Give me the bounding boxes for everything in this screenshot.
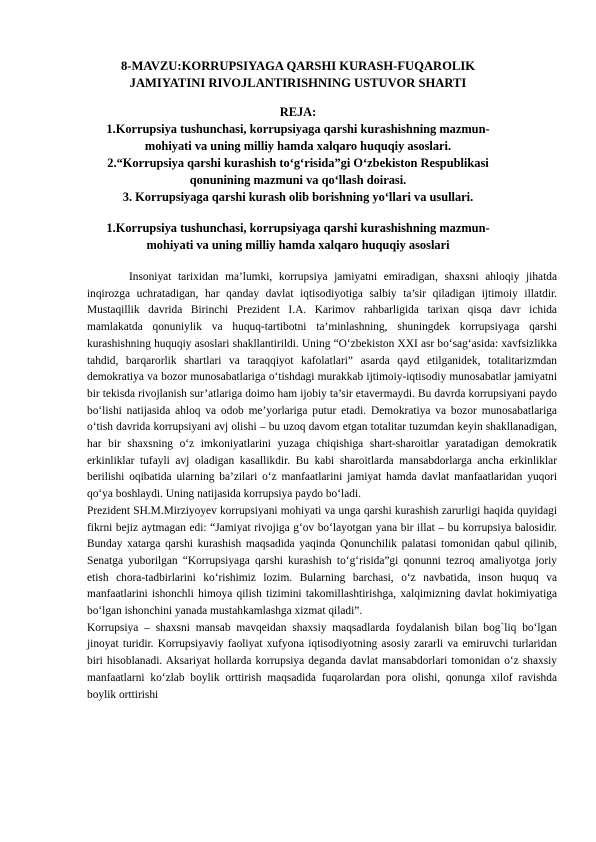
plan-item-line: 3. Korrupsiyaga qarshi kurash olib borishning yo‘llari va usullari. [122,190,474,204]
body-text [87,269,557,703]
section-heading-line-2: mohiyati va uning milliy hamda xalqaro huquqiy asoslari [146,238,450,252]
plan-item-line: 1.Korrupsiya tushunchasi, korrupsiyaga qarshi kurashishning mazmun- [106,122,490,136]
section-heading-line-1: 1.Korrupsiya tushunchasi, korrupsiyaga qarshi kurashishning mazmun- [106,221,490,235]
plan-item-line: qonunining mazmuni va qo‘llash doirasi. [189,173,407,187]
paragraph: Korrupsiya – shaxsni mansab mavqeidan shaxsiy maqsadlarda foydalanish bilan bog`liq bo‘lgan jinoyat turidir. Korrupsiyaviy faoliyat xufyona iqtisodiyotning asosiy zararli va emiruvchi turlaridan biri hisoblanadi. Aksariyat hollarda korrupsiya deganda davlat mansabdorlari tomonidan o‘z shaxsiy manfaatlarni ko‘zlab boylik orttirish maqsadida fuqarolardan pora olishi, qonunga xilof ravishda boylik orttirishi [87,621,557,701]
topic-title-line-1: 8-MAVZU:KORRUPSIYAGA QARSHI KURASH-FUQAROLIK [120,59,476,73]
paragraph: Prezident SH.M.Mirziyoyev korrupsiyani mohiyati va unga qarshi kurashish zarurligi haqida quyidagi fikrni bejiz aytmagan edi: “Jamiyat rivojiga g‘ov bo‘layotgan yana bir illat – bu korrupsiya balosidir. Bunday xatarga qarshi kurashish maqsadida yaqinda Qonunchilik palatasi tomonidan qabul qilinib, Senatga yuborilgan “Korrupsiyaga qarshi kurashish to‘g‘risida”gi qonunni tezroq amaliyotga joriy etish chora-tadbirlarini ko‘rishimiz lozim. Bularning barchasi, o‘z navbatida, inson huquq va manfaatlarini ishonchli himoya qilish tizimini takomillashtirishga, xalqimizning davlat hokimiyatiga bo‘lgan ishonchini yanada mustahkamlashga xizmat qiladi”. [87,504,557,618]
paragraph: Insoniyat tarixidan ma’lumki, korrupsiya jamiyatni emiradigan, shaxsni ahloqiy jihatda inqirozga uchratadigan, har qanday davlat iqtisodiyotiga salbiy ta’sir qiladigan ijtimoiy illatdir. Mustaqillik davrida Birinchi Prezident I.A. Karimov rahbarligida tarixan qisqa davr ichida mamlakatda qonuniylik va huquq-tartibotni ta’minlashning, shuningdek korrupsiyaga qarshi kurashishning huquqiy asoslari shakllantirildi. Uning “O‘zbekiston XXI asr bo‘sag‘asida: xavfsizlikka tahdid, barqarorlik shartlari va taraqqiyot kafolatlari” asarda qayd etilganidek, totalitarizmdan demokratiya va bozor munosabatlariga o‘tishdagi murakkab ijtimoiy-iqtisodiy munosabatlar jamiyatni bir tekisda rivojlanish sur’atlariga doimo ham ijobiy ta’sir etavermaydi. Bu davrda korrupsiyani paydo bo‘lishi natijasida ahloq va odob me’yorlariga putur etadi. Demokratiya va bozor munosabatlariga o‘tish davrida korrupsiyani avj olishi – bu uzoq davom etgan totalitar tuzumdan keyin shakllanadigan, har bir shaxsning o‘z imkoniyatlarini yuzaga chiqishiga shart-sharoitlar yaratadigan demokratik erkinliklar tufayli avj oladigan kasallikdir. Bu kabi sharoitlarda mansabdorlarga ancha erkinliklar berilishi oqibatida ularning ba’zilari o‘z manfaatlarini jamiyat hamda davlat manfaatlaridan yuqori qo‘ya boshlaydi. Uning natijasida korrupsiya paydo bo‘ladi. [87,271,557,501]
section-heading [60,220,536,254]
topic-title [60,58,536,92]
plan-block [60,104,536,206]
topic-title-line-2: JAMIYATINI RIVOJLANTIRISHNING USTUVOR SHARTI [129,76,467,90]
plan-heading: REJA: [279,105,317,119]
plan-item-line: 2.“Korrupsiya qarshi kurashish to‘g‘risida”gi O‘zbekiston Respublikasi [107,156,489,170]
plan-item-line: mohiyati va uning milliy hamda xalqaro huquqiy asoslari. [144,139,452,153]
